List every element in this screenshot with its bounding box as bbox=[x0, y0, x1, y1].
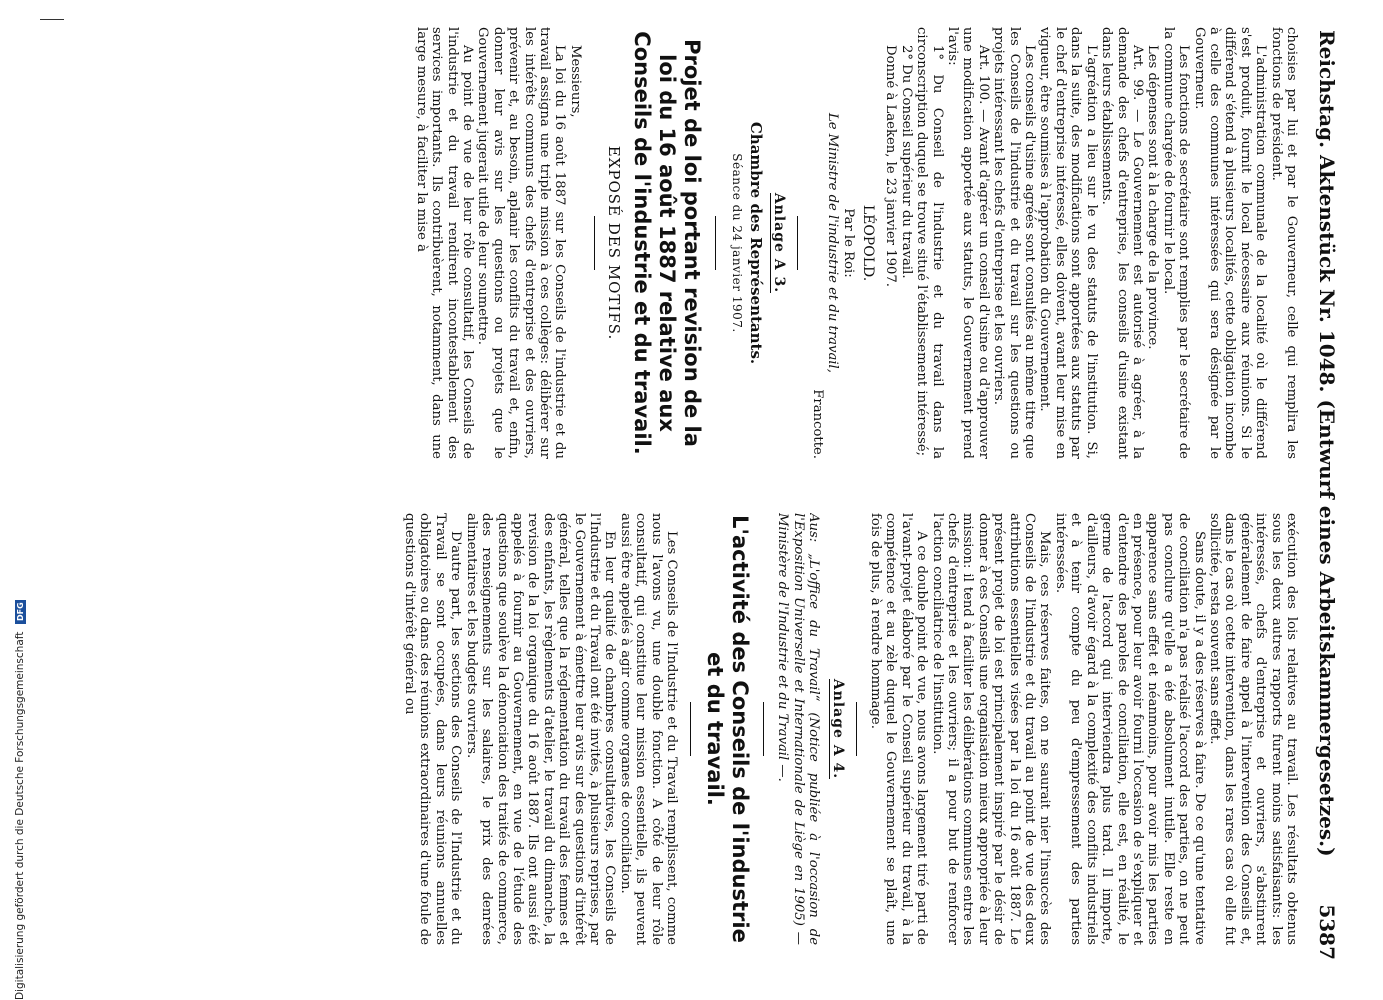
projet-title: Projet de loi portant revision de la loi du 16 août 1887 relative aux Conseils de l'industrie et du travail. bbox=[630, 31, 705, 455]
separator-rule bbox=[856, 702, 857, 756]
date-line: Donné à Laeken, le 23 janvier 1907. bbox=[883, 45, 899, 287]
annex-heading bbox=[771, 27, 786, 459]
paragraph: A ce double point de vue, nous avons largement tiré parti de l'avant-projet élaboré par le Conseil supérieur du travail, à la compétence et au zèle duquel le Gouvernement se plaît, une fois de plus, à rendre hommage. bbox=[868, 513, 930, 945]
paragraph: choisies par lui et par le Gouverneur, celle qui remplira les fonctions de président. bbox=[1268, 27, 1299, 459]
paragraph: En leur qualité de chambres consultatives, les Conseils de l'Industrie et du Travail ont été invités, à plusieurs reprises, par le Gouvernement à émettre leur avis sur des questions d'intérêt général, telles que la réglementation du travail des femmes et des enfants, les règlements d'atelier, le travail du dimanche, la revision de la loi organique du 16 août 1887. Ils ont aussi été appelés à fournir au Gouvernement, en vue de l'étude des questions que soulève la dénonciation des traités de commerce, des renseignements sur les salaires, le prix des denrées alimentaires et les budgets ouvriers. bbox=[463, 513, 618, 945]
list-item: 2° Du Conseil supérieur du travail. bbox=[898, 45, 914, 279]
page-number: 5387 bbox=[1314, 904, 1339, 960]
paragraph: Sans doute, il y a des réserves à faire. De ce qu'une tentative de conciliation n'a pas réalisé l'accord des parties, on ne peut pas conclure qu'elle a été absolument inutile. Elle reste en apparence sans effet et néanmoins, pour avoir mis les parties en présence, pour leur avoir fourni l'occasion de s'expliquer et d'entendre des paroles de conciliation, elle est, en réalité, le germe de l'accord qui interviendra plus tard. Il importe, d'ailleurs, d'avoir égard à la complexité des conflits industriels et à tenir compte du peu d'empressement des parties intéressées. bbox=[1052, 513, 1207, 945]
digitization-note: Digitalisierung gefördert durch die Deutsche Forschungsgemeinschaft bbox=[14, 631, 26, 1000]
paragraph: D'autre part, les sections des Conseils de l'Industrie et du Travail se sont occupées, dans leurs réunions annuelles obligatoires ou dans des réunions extraordinaires d'une foule de questions d'intérêt général ou bbox=[402, 513, 464, 945]
separator-rule bbox=[715, 216, 716, 270]
paragraph: Les Conseils de l'Industrie et du Travail remplissent, comme nous l'avons vu, une double fonction. A côté de leur rôle consultatif, qui constitue leur mission essentielle, ils peuvent aussi être appelés à agir comme organes de conciliation. bbox=[617, 513, 679, 945]
salutation: Messieurs, bbox=[567, 45, 583, 118]
header-title: Reichstag. Aktenstück Nr. 1048. (Entwurf eines Arbeitskammergesetzes.) bbox=[1314, 30, 1339, 857]
annex-label: Anlage A 3. bbox=[771, 192, 788, 294]
annex-label: Anlage A 4. bbox=[829, 678, 846, 780]
ministre-line: Le Ministre de l'industrie et du travail, bbox=[825, 113, 841, 373]
paragraph: Au point de vue de leur rôle consultatif, les Conseils de l'industrie et du travail rendirent incontestablement des services importants. Ils contribuèrent, notamment, dans une large mesure, à faciliter la mise à bbox=[413, 27, 475, 459]
dfg-logo: DFG bbox=[15, 600, 26, 624]
paragraph: L'administration communale de la localité où le différend s'est produit, fournit le local nécessaire aux réunions. Si le différend s'étend à plusieurs localités, cette obligation incombe à celle des communes intéressées qui sera désignée par le Gouverneur. bbox=[1191, 27, 1269, 459]
page-header bbox=[1311, 30, 1341, 960]
digitization-footer bbox=[10, 0, 30, 1000]
chambre-heading: Chambre des Représentants. bbox=[747, 121, 765, 365]
separator-rule bbox=[594, 216, 595, 270]
separator-rule bbox=[797, 216, 798, 270]
separator-rule bbox=[690, 702, 691, 756]
paragraph: exécution des lois relatives au travail. Les résultats obtenus sous les deux autres rapports furent moins satisfaisants: les intéressés, chefs d'entreprise et ouvriers, s'abstinrent généralement de faire appel à l'intervention des Conseils et, dans le cas où cette intervention, dans les rares cas où elle fut sollicitée, resta souvent sans effet. bbox=[1206, 513, 1299, 945]
source-citation: Aus: „L'office du Travail“ (Notice publiée à l'occasion de l'Exposition Universelle et Internationale de Liège en 1905) — Ministère de l'Industrie et du Travail —. bbox=[775, 513, 822, 945]
annex-heading bbox=[829, 513, 844, 945]
paragraph: Les dépenses sont à la charge de la province. bbox=[1145, 45, 1161, 350]
paragraph: Les fonctions de secrétaire sont remplies par le secrétaire de la commune chargée de fournir le local. bbox=[1160, 27, 1192, 459]
signature-leopold: LÉOPOLD. bbox=[860, 204, 877, 282]
separator-rule bbox=[763, 702, 764, 756]
seance-date: Séance du 24 janvier 1907. bbox=[729, 153, 744, 333]
article-100: Art. 100. — Avant d'agréer un conseil d'usine ou d'approuver une modification apportée aux statuts, le Gouvernement prend l'avis: bbox=[945, 27, 991, 459]
right-column bbox=[9, 513, 1299, 945]
par-le-roi: Par le Roi: bbox=[840, 208, 856, 278]
list-item: 1° Du Conseil de l'industrie et du travail dans la circonscription duquel se trouve situé l'établissement intéressé; bbox=[914, 27, 945, 459]
article-99: Art. 99. — Le Gouvernement est autorisé à agréer, à la demande des chefs d'entreprise, les conseils d'usine existant dans leurs établissements. bbox=[1099, 27, 1145, 459]
paragraph: Mais, ces réserves faites, on ne saurait nier l'insuccès des Conseils de l'industrie et du travail au point de vue des deux attributions essentielles visées par la loi du 16 août 1887. Le présent projet de loi est principalement inspiré par le désir de donner à ces Conseils une organisation mieux appropriée à leur mission: il tend à faciliter les délibérations communes entre les chefs d'entreprise et les ouvriers; il a pour but de renforcer l'action conciliatrice de l'institution. bbox=[929, 513, 1053, 945]
paragraph: L'agréation a lieu sur le vu des statuts de l'institution. Si, dans la suite, des modifications sont apportées aux statuts par le chef d'entreprise intéressé, elles doivent, avant leur mise en vigueur, être soumises à l'approbation du Gouvernement. bbox=[1037, 27, 1099, 459]
activite-title: L'activité des Conseils de l'industrie et du travail. bbox=[703, 515, 752, 943]
left-column bbox=[9, 27, 1299, 459]
expose-heading: EXPOSÉ DES MOTIFS. bbox=[605, 145, 624, 341]
signature-francotte: Francotte. bbox=[809, 389, 825, 459]
paragraph: La loi du 16 août 1887 sur les Conseils de l'industrie et du travail assigna une triple mission à ces collèges: délibérer sur les intérêts communs des chefs d'entreprise et des ouvriers, prévenir et, au besoin, aplanir les conflits du travail et, enfin, donner leur avis sur les questions ou projets que le Gouvernement jugerait utile de leur soumettre. bbox=[475, 27, 568, 459]
paragraph: Les conseils d'usine agréés sont consultés au même titre que les Conseils de l'industrie et du travail sur les questions ou projets intéressant les chefs d'entreprise et les ouvriers. bbox=[991, 27, 1038, 459]
